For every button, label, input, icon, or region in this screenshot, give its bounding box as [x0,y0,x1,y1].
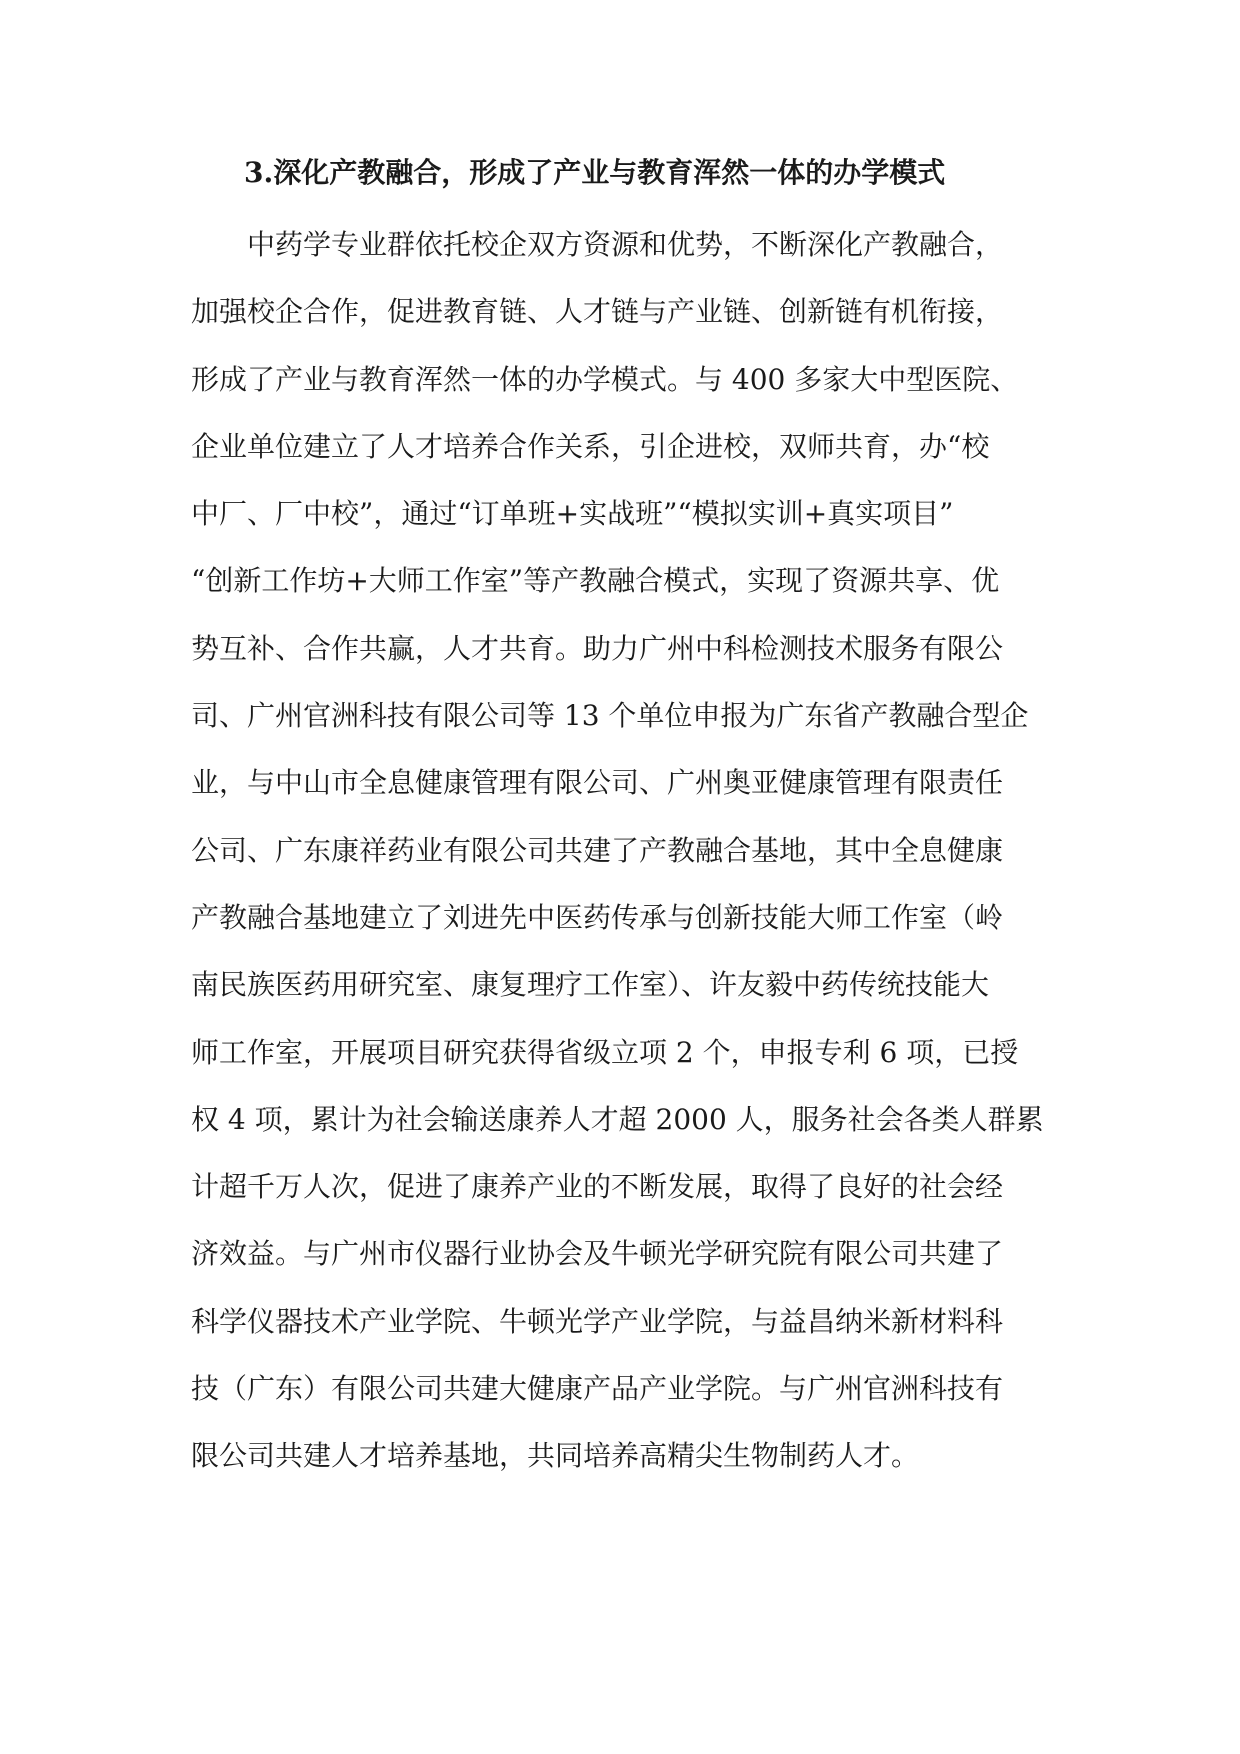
paragraph-line: 公司、广东康祥药业有限公司共建了产教融合基地，其中全息健康 [191,833,1004,867]
paragraph-line: 科学仪器技术产业学院、牛顿光学产业学院，与益昌纳米新材料科 [191,1304,1004,1338]
paragraph-line: 权 4 项，累计为社会输送康养人才超 2000 人，服务社会各类人群累 [191,1102,1044,1136]
body-paragraph [191,211,1061,1490]
section-heading: 3.深化产教融合，形成了产业与教育浑然一体的办学模式 [244,156,946,189]
paragraph-line: 限公司共建人才培养基地，共同培养高精尖生物制药人才。 [191,1439,920,1473]
paragraph-line: 师工作室，开展项目研究获得省级立项 2 个，申报专利 6 项，已授 [191,1035,1019,1069]
paragraph-line: 加强校企合作，促进教育链、人才链与产业链、创新链有机衔接， [191,295,1004,329]
paragraph-line: 中厂、厂中校”，通过“订单班+实战班”“模拟实训+真实项目” [191,497,954,531]
paragraph-line: 中药学专业群依托校企双方资源和优势，不断深化产教融合， [247,228,1004,261]
paragraph-line: 产教融合基地建立了刘进先中医药传承与创新技能大师工作室（岭 [191,900,1004,934]
paragraph-line: 形成了产业与教育浑然一体的办学模式。与 400 多家大中型医院、 [191,362,1019,396]
paragraph-line: 业，与中山市全息健康管理有限公司、广州奥亚健康管理有限责任 [191,766,1004,800]
paragraph-line: 企业单位建立了人才培养合作关系，引企进校，双师共育，办“校 [191,429,990,463]
paragraph-line: 南民族医药用研究室、康复理疗工作室）、许友毅中药传统技能大 [191,968,990,1002]
paragraph-line: “创新工作坊+大师工作室”等产教融合模式，实现了资源共享、优 [191,564,1000,598]
paragraph-line: 济效益。与广州市仪器行业协会及牛顿光学研究院有限公司共建了 [191,1237,1004,1271]
paragraph-line: 技（广东）有限公司共建大健康产品产业学院。与广州官洲科技有 [191,1372,1004,1406]
paragraph-line: 势互补、合作共赢，人才共育。助力广州中科检测技术服务有限公 [191,631,1004,665]
paragraph-line: 司、广州官洲科技有限公司等 13 个单位申报为广东省产教融合型企 [191,699,1029,733]
paragraph-line: 计超千万人次，促进了康养产业的不断发展，取得了良好的社会经 [191,1170,1004,1204]
